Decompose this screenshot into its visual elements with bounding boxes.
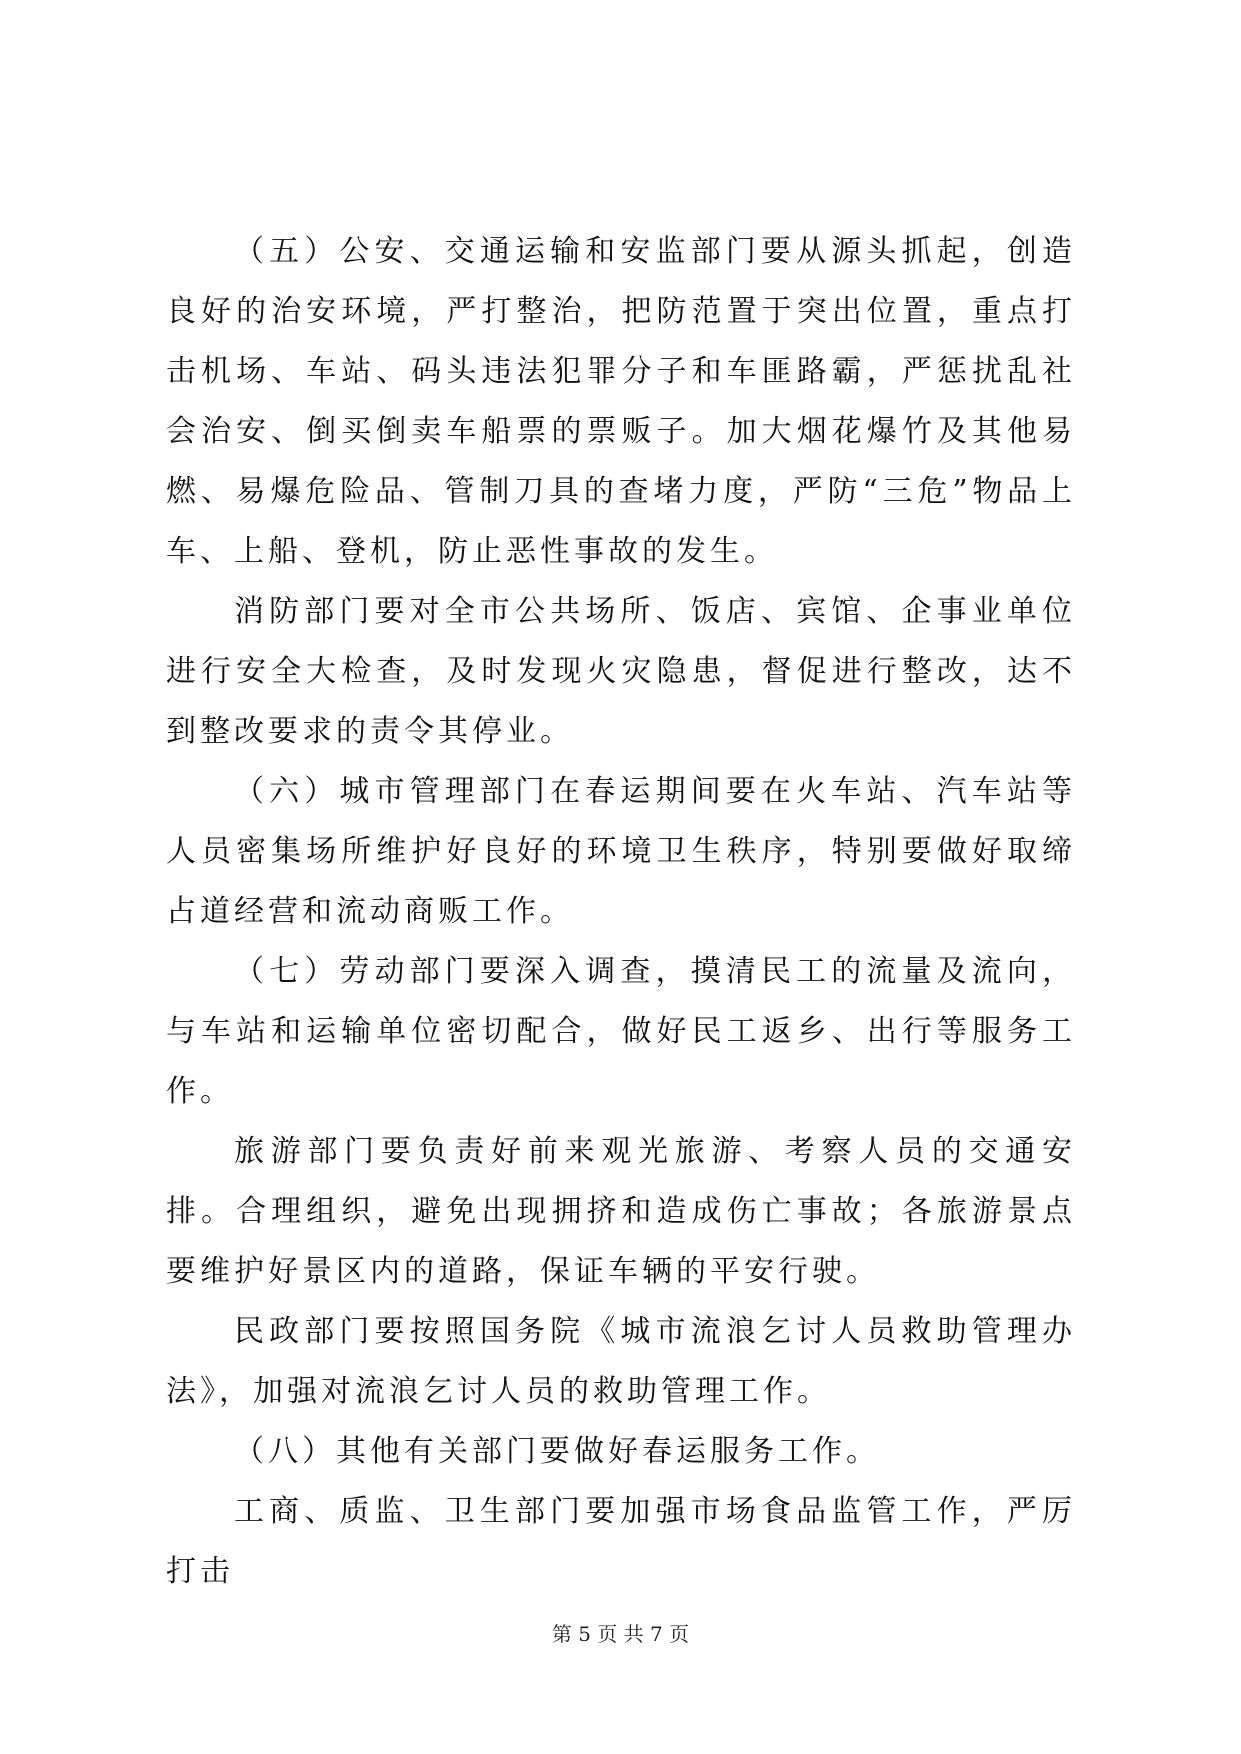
paragraph-city-management: （六）城市管理部门在春运期间要在火车站、汽车站等人员密集场所维护好良好的环境卫生秩序，特别要做好取缔占道经营和流动商贩工作。 xyxy=(166,774,1076,929)
page-number-footer: 第 5 页 共 7 页 xyxy=(551,1622,690,1646)
paragraph-labor-department: （七）劳动部门要深入调查，摸清民工的流量及流向，与车站和运输单位密切配合，做好民工返乡、出行等服务工作。 xyxy=(166,954,1076,1109)
paragraph-civil-affairs: 民政部门要按照国务院《城市流浪乞讨人员救助管理办法》，加强对流浪乞讨人员的救助管理工作。 xyxy=(166,1314,1076,1409)
paragraph-other-departments: （八）其他有关部门要做好春运服务工作。 xyxy=(234,1434,880,1469)
paragraph-market-supervision: 工商、质监、卫生部门要加强市场食品监管工作，严厉打击 xyxy=(166,1494,1076,1589)
paragraph-public-security: （五）公安、交通运输和安监部门要从源头抓起，创造良好的治安环境，严打整治，把防范置于突出位置，重点打击机场、车站、码头违法犯罪分子和车匪路霸，严惩扰乱社会治安、倒买倒卖车船票的票贩子。加大烟花爆竹及其他易燃、易爆危险品、管制刀具的查堵力度，严防“三危”物品上车、上船、登机，防止恶性事故的发生。 xyxy=(166,234,1076,569)
document-body xyxy=(166,222,1076,1602)
paragraph-fire-department: 消防部门要对全市公共场所、饭店、宾馆、企事业单位进行安全大检查，及时发现火灾隐患，督促进行整改，达不到整改要求的责令其停业。 xyxy=(166,594,1076,749)
paragraph-tourism-department: 旅游部门要负责好前来观光旅游、考察人员的交通安排。合理组织，避免出现拥挤和造成伤亡事故；各旅游景点要维护好景区内的道路，保证车辆的平安行驶。 xyxy=(166,1134,1076,1289)
